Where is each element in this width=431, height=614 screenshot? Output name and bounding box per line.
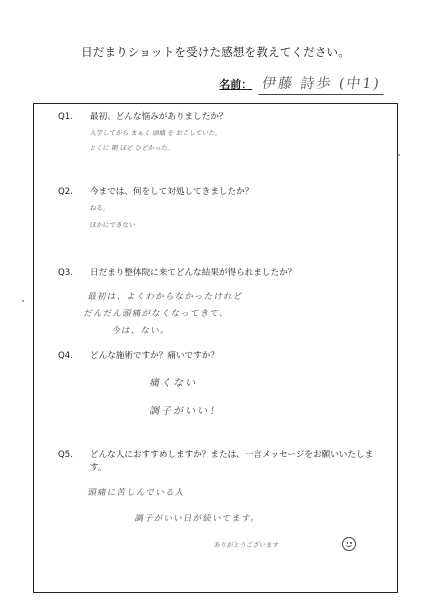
- answer-3-line-2: だんだん頭痛がなくなってきて、: [82, 309, 231, 319]
- answer-2-line-1: ねる。: [89, 204, 111, 212]
- name-label: 名前：: [219, 78, 253, 91]
- answer-4-line-2: 調子がいい！: [148, 406, 223, 417]
- answer-5-line-1: 頭痛に苦しんでいる人: [86, 488, 186, 498]
- name-row: [219, 73, 385, 95]
- question-number: Q3.: [58, 268, 73, 278]
- question-number: Q1.: [58, 112, 73, 122]
- question-4: [58, 350, 388, 363]
- page-title: 日だまりショットを受けた感想を教えてください。: [81, 45, 350, 59]
- scan-speck: [398, 154, 400, 156]
- question-text: どんな人におすすめしますか？または、一言メッセージをお願いいたします。: [90, 450, 374, 474]
- scan-speck: [22, 300, 24, 302]
- question-2: [58, 186, 388, 199]
- question-3: [58, 267, 388, 280]
- answer-3-line-1: 最初は、よくわからなかったけれど: [86, 292, 244, 302]
- answer-1-line-1: 入学してから まぁく 頭痛 を おこしていた。: [89, 129, 223, 137]
- answer-5-line-3: ありがとうございます: [213, 541, 280, 549]
- answer-2-line-2: ほかにできない: [89, 221, 137, 229]
- question-text: 日だまり整体院に来てどんな結果が得られましたか？: [90, 268, 297, 278]
- smiley-face-icon: [342, 537, 356, 551]
- answer-5-line-2: 調子がいい日が続いてます。: [133, 514, 262, 524]
- question-number: Q4.: [58, 351, 73, 361]
- answer-3-line-3: 今は、ない。: [110, 326, 171, 336]
- question-5: [58, 449, 388, 476]
- answer-1-line-2: とくに 朝 ほど ひどかった。: [89, 144, 175, 152]
- question-number: Q2.: [58, 187, 73, 197]
- question-number: Q5.: [58, 450, 73, 460]
- name-value: 伊藤 詩歩 (中1): [259, 73, 387, 95]
- question-text: どんな施術ですか？痛いですか？: [90, 351, 219, 361]
- question-text: 最初、どんな悩みがありましたか？: [90, 112, 228, 122]
- answer-4-line-1: 痛くない: [148, 378, 199, 389]
- question-1: [58, 111, 388, 124]
- question-text: 今までは、何をして対処してきましたか？: [90, 187, 254, 197]
